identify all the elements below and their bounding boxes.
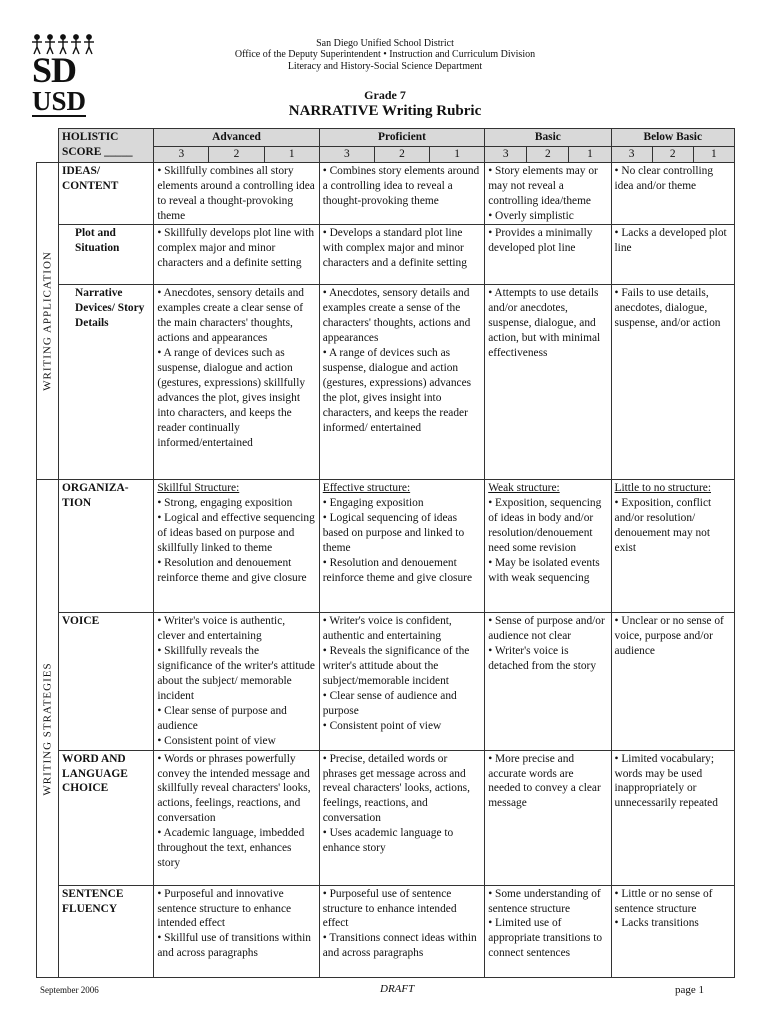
criterion-label: WORD AND LANGUAGE CHOICE — [59, 750, 154, 885]
criterion-label: SENTENCE FLUENCY — [59, 885, 154, 977]
department-name: Literacy and History-Social Science Department — [287, 61, 483, 72]
rubric-table — [36, 128, 735, 978]
score-cell: 3 — [611, 146, 652, 162]
table-row — [37, 285, 735, 480]
level-header: Advanced — [154, 129, 319, 147]
score-cell: 1 — [430, 146, 485, 162]
descriptor-cell: • Skillfully develops plot line with complex major and minor characters and a definite setting — [154, 225, 319, 285]
descriptor-cell: • Words or phrases powerfully convey the intended message and skillfully reveal characters' looks, actions, feelings, reactions, and conversation • Academic language, imbedded throughout the text, enhances story — [154, 750, 319, 885]
score-cell: 3 — [154, 146, 209, 162]
descriptor-cell: • Attempts to use details and/or anecdotes, suspense, dialogue, and action, but with minimal effectiveness — [485, 285, 611, 480]
score-cell: 2 — [527, 146, 569, 162]
descriptor-cell: • Anecdotes, sensory details and examples create a sense of the characters' thoughts, actions and appearances • A range of devices such as suspense, dialogue and action (gestures, expressions) advances the plot, gives insight into characters, and keeps the reader informed/ entertained — [319, 285, 484, 480]
table-row — [37, 885, 735, 977]
criterion-label: VOICE — [59, 613, 154, 750]
descriptor-cell: • No clear controlling idea and/or theme — [611, 162, 734, 225]
descriptor-cell: Weak structure: • Exposition, sequencing of ideas in body and/or resolution/denouement need some revision • May be isolated events with weak sequencing — [485, 480, 611, 613]
descriptor-cell: • Sense of purpose and/or audience not clear • Writer's voice is detached from the story — [485, 613, 611, 750]
descriptor-cell: • Develops a standard plot line with complex major and minor characters and a definite setting — [319, 225, 484, 285]
descriptor-cell: • Writer's voice is authentic, clever and entertaining • Skillfully reveals the significance of the writer's attitude about the subject/ memorable incident • Clear sense of purpose and audience • Consistent point of view — [154, 613, 319, 750]
descriptor-cell: • Skillfully combines all story elements around a controlling idea to reveal a thought-provoking theme — [154, 162, 319, 225]
descriptor-cell: • Writer's voice is confident, authentic and entertaining • Reveals the significance of the writer's attitude about the subject/memorable incident • Clear sense of audience and purpose • Consistent point of view — [319, 613, 484, 750]
descriptor-cell: • Limited vocabulary; words may be used inappropriately or unnecessarily repeated — [611, 750, 734, 885]
section-label-writing-application — [37, 162, 59, 480]
footer-page-number: page 1 — [675, 984, 705, 996]
score-cell: 2 — [652, 146, 693, 162]
corner-blank — [37, 129, 59, 163]
descriptor-cell: Skillful Structure: • Strong, engaging exposition • Logical and effective sequencing of ideas based on purpose and skillfully linked to theme • Resolution and denouement reinforce theme and give closure — [154, 480, 319, 613]
level-header: Proficient — [319, 129, 484, 147]
page-title: NARRATIVE Writing Rubric — [288, 103, 482, 119]
descriptor-cell: • Combines story elements around a controlling idea to reveal a thought-provoking theme — [319, 162, 484, 225]
footer-draft: DRAFT — [380, 983, 415, 995]
descriptor-cell: • More precise and accurate words are needed to convey a clear message — [485, 750, 611, 885]
descriptor-cell: Little to no structure: • Exposition, conflict and/or resolution/ denouement may not exist — [611, 480, 734, 613]
district-name: San Diego Unified School District — [316, 38, 454, 49]
descriptor-cell: • Unclear or no sense of voice, purpose and/or audience — [611, 613, 734, 750]
descriptor-cell: • Some understanding of sentence structure • Limited use of appropriate transitions to connect sentences — [485, 885, 611, 977]
table-row — [37, 162, 735, 225]
descriptor-cell: • Purposeful and innovative sentence structure to enhance intended effect • Skillful use of transitions within and across paragraphs — [154, 885, 319, 977]
score-cell: 3 — [319, 146, 374, 162]
descriptor-cell: • Lacks a developed plot line — [611, 225, 734, 285]
logo-sd-text: SD — [32, 50, 77, 90]
descriptor-cell: • Anecdotes, sensory details and examples create a clear sense of the main characters' thoughts, actions and appearances • A range of devices such as suspense, dialogue and action (gestures, expressions) skillfully advances the plot, gives insight into characters, and keeps the reader continually informed/entertained — [154, 285, 319, 480]
descriptor-cell: Effective structure: • Engaging exposition • Logical sequencing of ideas based on purpose and linked to theme • Resolution and denouement reinforce theme and give closure — [319, 480, 484, 613]
logo-usd-text: USD — [32, 86, 87, 116]
score-cell: 2 — [209, 146, 264, 162]
criterion-label: IDEAS/ CONTENT — [59, 162, 154, 225]
level-header: Below Basic — [611, 129, 734, 147]
table-row — [37, 480, 735, 613]
descriptor-cell: • Precise, detailed words or phrases get message across and reveal characters' looks, actions, feelings, reactions, and conversation • Uses academic language to enhance story — [319, 750, 484, 885]
section-label-writing-strategies — [37, 480, 59, 977]
descriptor-cell: • Purposeful use of sentence structure to enhance intended effect • Transitions connect ideas within and across paragraphs — [319, 885, 484, 977]
descriptor-cell: • Provides a minimally developed plot line — [485, 225, 611, 285]
score-cell: 1 — [693, 146, 734, 162]
table-row — [37, 750, 735, 885]
score-cell: 3 — [485, 146, 527, 162]
section-label-text: WRITING STRATEGIES — [41, 661, 54, 796]
score-cell: 1 — [264, 146, 319, 162]
holistic-score-header: HOLISTIC SCORE _____ — [59, 129, 154, 163]
criterion-label: Narrative Devices/ Story Details — [59, 285, 154, 480]
criterion-label: Plot and Situation — [59, 225, 154, 285]
sdusd-logo — [32, 34, 98, 116]
level-header: Basic — [485, 129, 611, 147]
office-name: Office of the Deputy Superintendent • Instruction and Curriculum Division — [234, 49, 536, 60]
section-label-text: WRITING APPLICATION — [41, 251, 54, 391]
score-cell: 2 — [374, 146, 429, 162]
table-row — [37, 225, 735, 285]
descriptor-cell: • Little or no sense of sentence structure • Lacks transitions — [611, 885, 734, 977]
score-cell: 1 — [569, 146, 611, 162]
descriptor-cell: • Fails to use details, anecdotes, dialogue, suspense, and/or action — [611, 285, 734, 480]
criterion-label: ORGANIZA-TION — [59, 480, 154, 613]
grade-label: Grade 7 — [364, 88, 406, 102]
table-row — [37, 613, 735, 750]
descriptor-cell: • Story elements may or may not reveal a controlling idea/theme • Overly simplistic — [485, 162, 611, 225]
footer-date: September 2006 — [40, 985, 99, 995]
